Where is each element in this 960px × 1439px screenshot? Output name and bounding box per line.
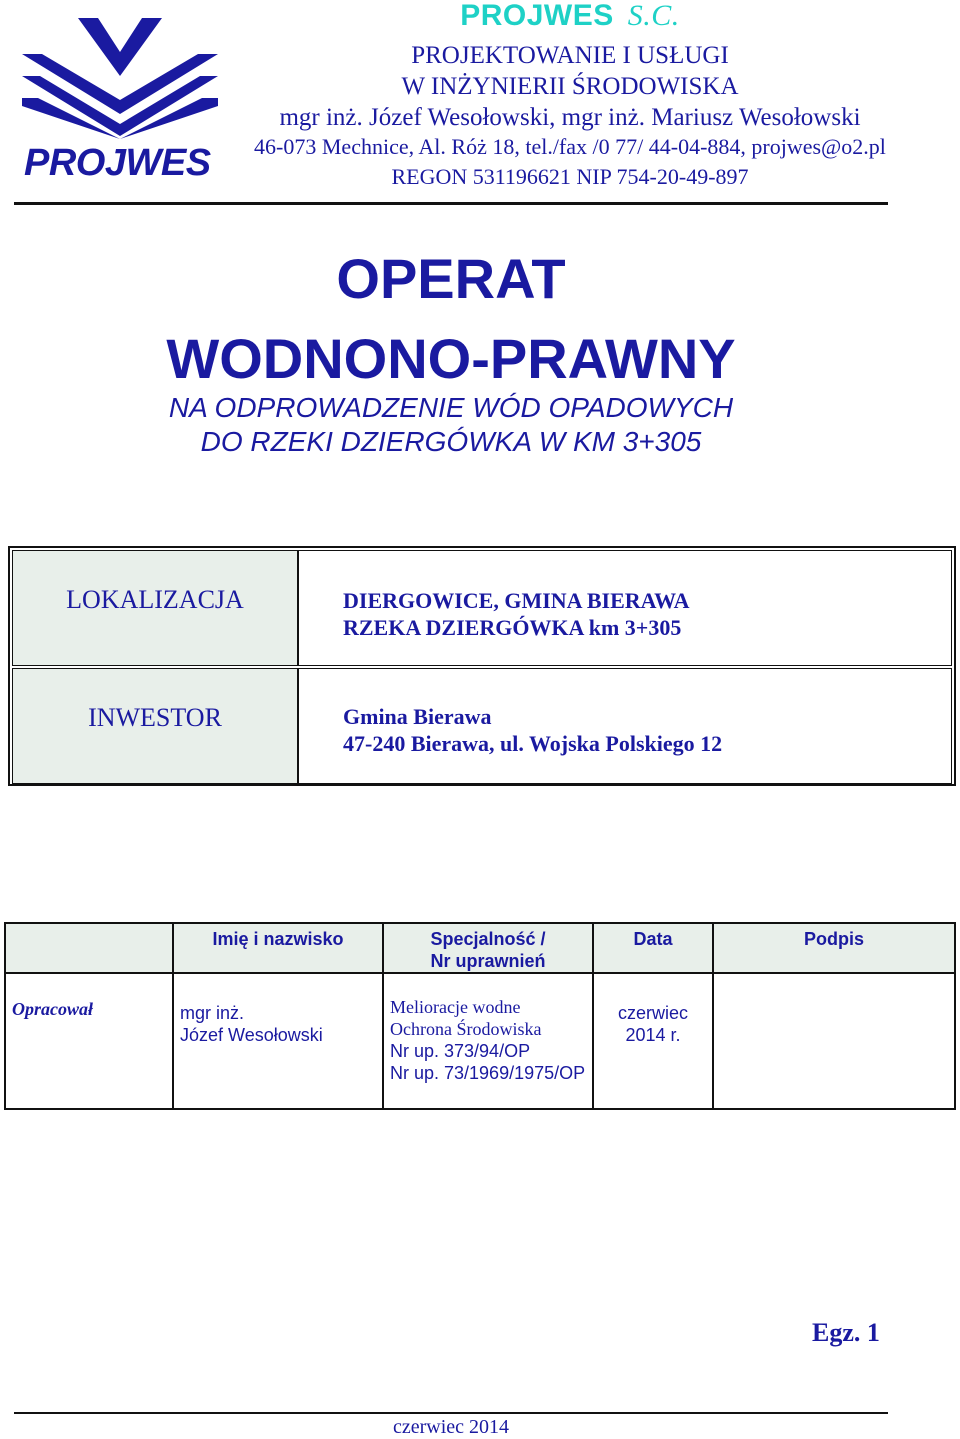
author-specialty — [390, 996, 585, 1084]
location-row — [12, 550, 952, 666]
company-header — [250, 0, 890, 191]
investor-line-2: 47-240 Bierawa, ul. Wojska Polskiego 12 — [343, 731, 723, 756]
signature-table — [4, 922, 956, 1110]
role-label: Opracował — [12, 999, 93, 1019]
info-table — [8, 546, 956, 786]
author-name-line-1: mgr inż. — [180, 1003, 245, 1023]
location-label — [13, 551, 299, 665]
document-subtitle-line-2: DO RZEKI DZIERGÓWKA W KM 3+305 — [200, 426, 702, 457]
company-name-text: PROJWES — [460, 0, 614, 32]
location-value — [343, 587, 690, 641]
sig-header-divider — [6, 972, 954, 974]
copy-number: Egz. 1 — [812, 1318, 880, 1347]
footer-divider — [14, 1412, 888, 1414]
location-label-text: LOKALIZACJA — [66, 585, 244, 614]
company-line-3: mgr inż. Józef Wesołowski, mgr inż. Mariusz Wesołowski — [279, 104, 861, 131]
investor-value — [343, 703, 722, 757]
sig-header-bg — [6, 924, 172, 972]
specialty-line-2: Ochrona Środowiska — [390, 1019, 542, 1039]
author-name-line-2: Józef Wesołowski — [180, 1025, 323, 1045]
header-specialty-line-1: Specjalność / — [430, 929, 546, 949]
header-divider — [14, 202, 888, 205]
author-name — [180, 1002, 323, 1046]
document-title-line-2: WODNONO-PRAWNY — [166, 327, 736, 390]
company-suffix: S.C. — [627, 0, 680, 32]
header-specialty-line-2: Nr uprawnień — [430, 951, 546, 971]
company-address: 46-073 Mechnice, Al. Róż 18, tel./fax /0 77/ 44-04-884, projwes@o2.pl — [254, 134, 886, 159]
company-registry: REGON 531196621 NIP 754-20-49-897 — [391, 164, 749, 189]
prepared-date — [594, 1002, 712, 1046]
header-date: Data — [633, 929, 673, 949]
license-line-1: Nr up. 373/94/OP — [390, 1041, 531, 1061]
sig-col-divider — [172, 924, 174, 1108]
investor-line-1: Gmina Bierawa — [343, 704, 492, 729]
company-logo — [18, 14, 223, 184]
sig-col-divider — [712, 924, 714, 1108]
document-title-line-1: OPERAT — [336, 247, 566, 310]
header-signature: Podpis — [803, 929, 864, 949]
investor-row — [12, 668, 952, 784]
company-line-1: PROJEKTOWANIE I USŁUGI — [411, 42, 729, 69]
projwes-chevron-logo-icon — [18, 14, 223, 139]
document-subtitle-line-1: NA ODPROWADZENIE WÓD OPADOWYCH — [168, 392, 734, 423]
investor-label — [13, 669, 299, 783]
company-line-2: W INŻYNIERII ŚRODOWISKA — [401, 73, 739, 100]
header-specialty — [384, 928, 592, 972]
investor-label-text: INWESTOR — [88, 703, 222, 732]
footer-date: czerwiec 2014 — [392, 1416, 510, 1438]
logo-wordmark: PROJWES — [24, 142, 211, 184]
license-line-2: Nr up. 73/1969/1975/OP — [390, 1063, 586, 1083]
specialty-line-1: Melioracje wodne — [390, 997, 521, 1017]
company-name — [250, 0, 890, 32]
location-line-1: DIERGOWICE, GMINA BIERAWA — [343, 588, 690, 613]
prepared-date-line-1: czerwiec — [617, 1003, 688, 1023]
prepared-date-line-2: 2014 r. — [625, 1025, 681, 1045]
location-line-2: RZEKA DZIERGÓWKA km 3+305 — [343, 615, 682, 640]
header-name: Imię i nazwisko — [212, 929, 344, 949]
